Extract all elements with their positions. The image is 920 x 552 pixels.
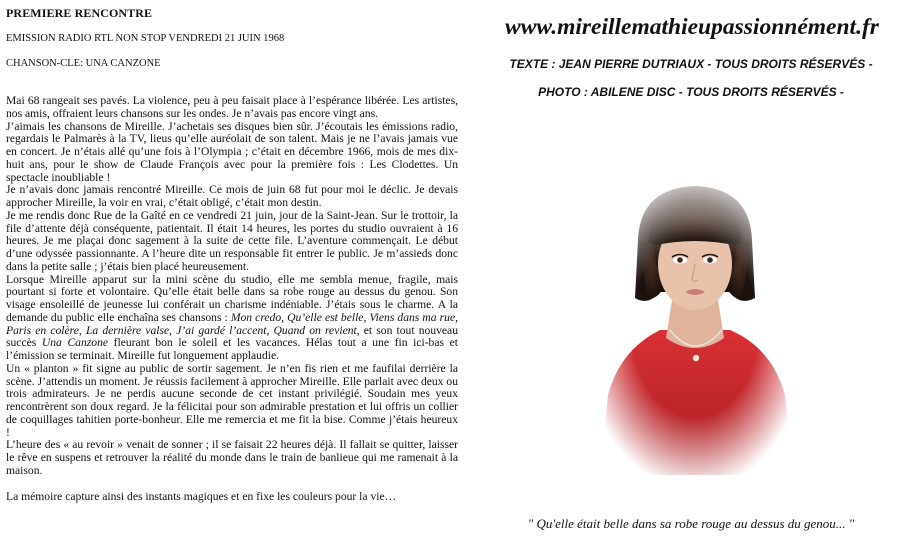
paragraph-songs bbox=[6, 274, 458, 363]
song-title: Qu’elle est belle bbox=[287, 310, 364, 324]
text-run: , bbox=[169, 323, 177, 337]
text-credit: TEXTE : JEAN PIERRE DUTRIAUX - TOUS DROITS RÉSERVÉS - bbox=[509, 57, 873, 71]
text-run: Lorsque Mireille apparut sur la mini scène du studio, elle me sembla menue, fragile, mais pourtant si forte et volontaire. Qu’elle était belle dans sa robe rouge au dessus du genou. Son visage ensoleillé de jeunesse lui conférait un charisme indéniable. J’étais sous le charme. A la demande du public elle enchaîna ses chansons : bbox=[6, 272, 458, 324]
paragraph: Mai 68 rangeait ses pavés. La violence, peu à peu faisait place à l’espérance libérée. Les artistes, nos amis, offraient leurs chansons sur les ondes. Je n’avais pas encore vingt ans. bbox=[6, 94, 458, 120]
paragraph: Un « planton » fit signe au public de sortir sagement. Je n’en fis rien et me faufilai derrière la scène. J’attendis un moment. Je réussis facilement à approcher Mireille. Elle parlait avec deux ou trois admirateurs. Je ne perdis aucune seconde de cet instant privilégié. Soudain mes yeux rencontrèrent son doux regard. Je la félicitai pour son admirable prestation et lui offris un collier de coquillages tahitien porte-bonheur. Elle me remercia et me fit la bise. Comme j’étais heureux ! bbox=[6, 361, 458, 439]
story-text bbox=[6, 95, 458, 478]
photo-column bbox=[462, 0, 920, 552]
chanson-cle-line: CHANSON-CLE: UNA CANZONE bbox=[6, 58, 161, 69]
song-title: La dernière valse bbox=[85, 323, 170, 337]
text-run: , bbox=[281, 310, 288, 324]
song-title: Paris en colère bbox=[6, 323, 79, 337]
text-run: , bbox=[455, 310, 458, 324]
song-title: Quand on revient bbox=[273, 323, 357, 337]
emission-line: EMISSION RADIO RTL NON STOP VENDREDI 21 JUIN 1968 bbox=[6, 33, 285, 44]
paragraph: Je me rendis donc Rue de la Gaîté en ce vendredi 21 juin, jour de la Saint-Jean. Sur le trottoir, la file d’attente déjà conséquente, patientait. Il était 14 heures, les portes du studio ouvraient à 16 heures. Je me plaçai donc sagement à la suite de cette file. L’aventure commençait. Le début d’une odyssée passionnante. A l’heure dite un responsable fit entrer le public. Je m’assieds donc dans la petite salle ; j’étais bien placé heureusement. bbox=[6, 208, 458, 273]
song-title: Viens dans ma rue bbox=[369, 310, 456, 324]
paragraph: Je n’avais donc jamais rencontré Mireille. Ce mois de juin 68 fut pour moi le déclic. Je devais approcher Mireille, la voir en vrai, c’était obligé, c’était mon destin. bbox=[6, 183, 458, 209]
text-run: , bbox=[266, 323, 274, 337]
text-run: fleurant bon le soleil et les vacances. Hélas tout a une fin ici-bas et l’émission se terminait. Mireille fut longuement applaudie. bbox=[6, 336, 458, 362]
website-url: www.mireillemathieupassionnément.fr bbox=[505, 14, 879, 40]
paragraph: J’aimais les chansons de Mireille. J’achetais ses disques bien sûr. J’écoutais les émissions radio, regardais le Palmarès à la TV, lieus qu’elle auréolait de son talent. Mais je ne l’avais jamais vue en concert. Je n’étais allé qu’une fois à l’Olympia ; c’était en décembre 1966, mois de mes dix-huit ans, pour le show de Claude François avec pour la première fois : Les Clodettes. Un spectacle inoubliable ! bbox=[6, 119, 458, 184]
song-title: Mon credo bbox=[230, 310, 282, 324]
text-run: , bbox=[363, 310, 370, 324]
text-run: , et son tout nouveau succès bbox=[6, 323, 458, 350]
paragraph: L’heure des « au revoir » venait de sonner ; il se faisait 22 heures déjà. Il fallait se quitter, laisser le rêve en suspens et retrouver la réalité du monde dans le train de banlieue qui me ramenait à la maison. bbox=[6, 438, 458, 477]
text-run: , bbox=[78, 323, 86, 337]
photo-caption: " Qu'elle était belle dans sa robe rouge au dessus du genou... " bbox=[527, 516, 855, 531]
song-title: J’ai gardé l’accent bbox=[176, 323, 267, 337]
song-title: Una Canzone bbox=[41, 336, 109, 350]
article-column bbox=[6, 6, 458, 503]
closing-line: La mémoire capture ainsi des instants magiques et en fixe les couleurs pour la vie… bbox=[6, 489, 397, 503]
portrait-photo bbox=[590, 180, 800, 475]
photo-credit: PHOTO : ABILENE DISC - TOUS DROITS RÉSERVÉS - bbox=[538, 85, 844, 99]
article-title: PREMIERE RENCONTRE bbox=[6, 6, 153, 20]
